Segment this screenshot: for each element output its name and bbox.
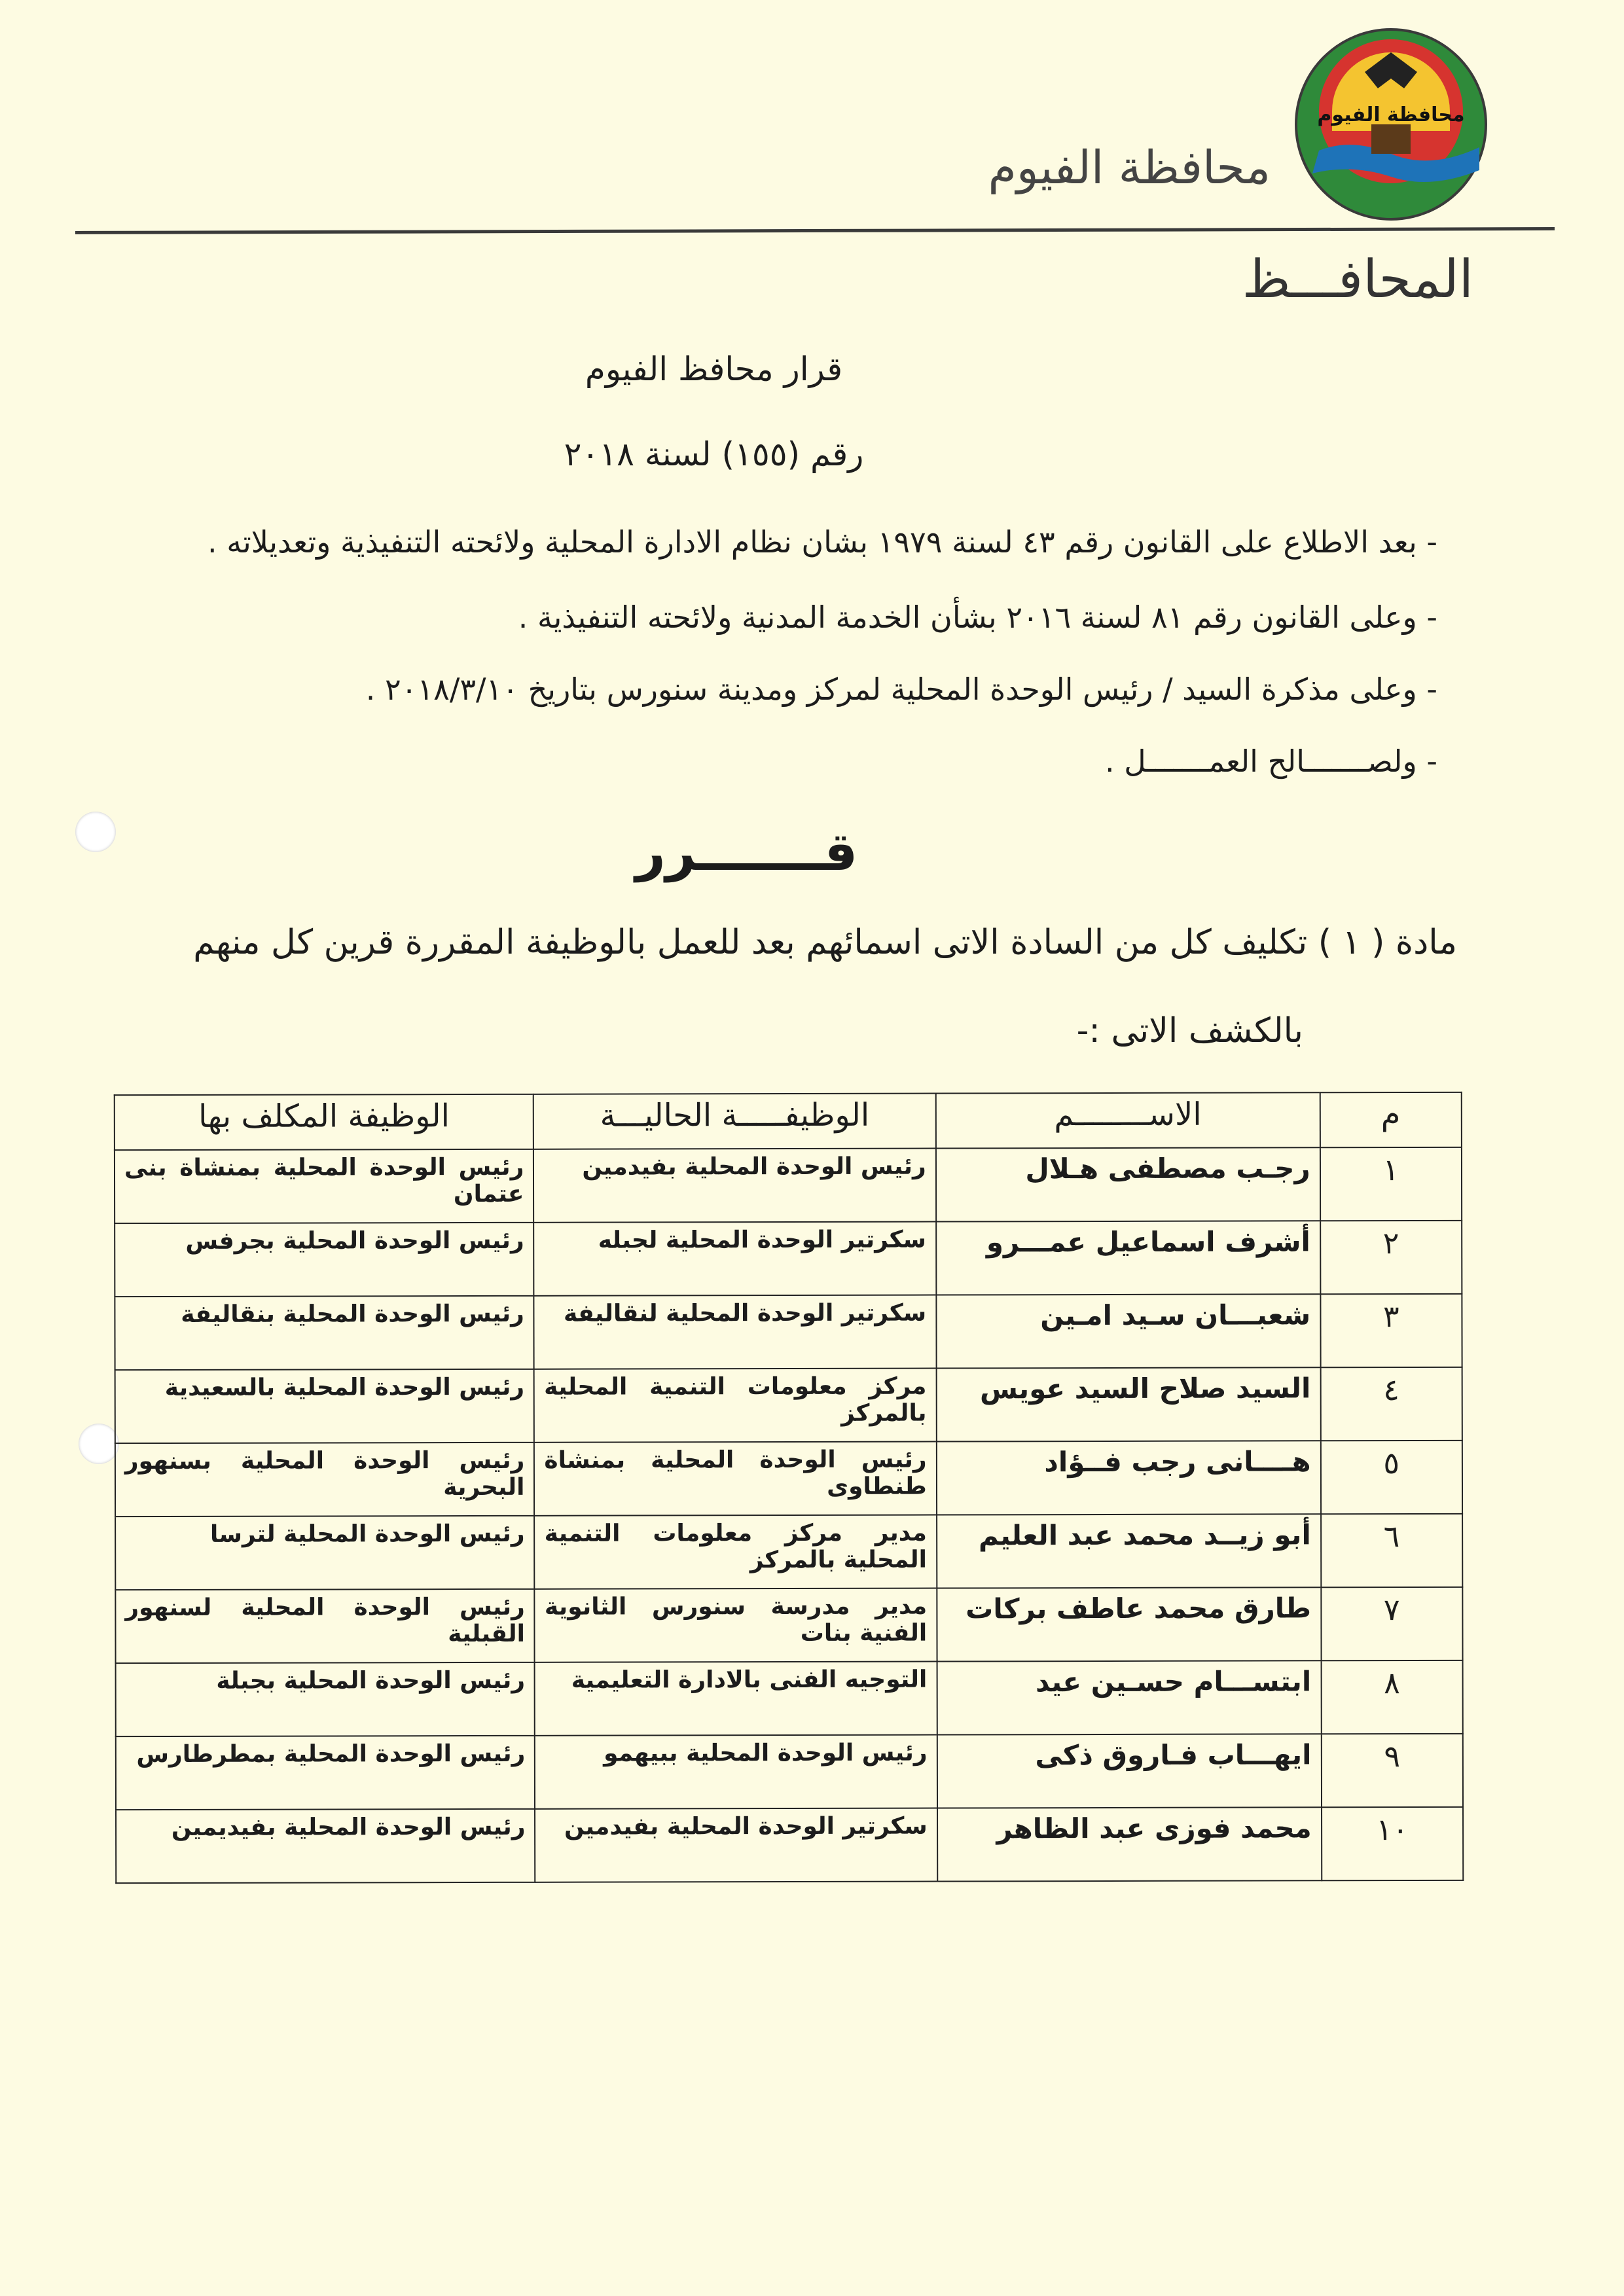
table-row: [116, 1807, 1463, 1883]
header-num: م: [1320, 1092, 1462, 1147]
table-row: [115, 1294, 1462, 1370]
row-current-job: مركز معلومات التنمية المحلية بالمركز: [534, 1369, 936, 1443]
row-num: ٨: [1321, 1660, 1463, 1734]
row-current-job: مدير مدرسة سنورس الثانوية الفنية بنات: [535, 1588, 937, 1662]
row-name: رجـب مصطفى هـلال: [936, 1147, 1320, 1221]
row-num: ٣: [1320, 1294, 1462, 1367]
table-row: [115, 1514, 1462, 1590]
table-row: [115, 1587, 1462, 1663]
decision-number: رقم (١٥٥) لسنة ٢٠١٨: [564, 435, 864, 473]
row-num: ٥: [1321, 1441, 1463, 1514]
row-name: محمد فوزى عبد الظاهر: [937, 1807, 1322, 1881]
row-name: ابتســـام حسـين عيد: [937, 1660, 1321, 1734]
governorate-name: محافظة الفيوم: [988, 141, 1271, 194]
row-current-job: رئيس الوحدة المحلية بفيدمين: [533, 1149, 935, 1223]
row-num: ٢: [1320, 1221, 1462, 1294]
row-assigned-job: رئيس الوحدة المحلية لترسا: [115, 1516, 535, 1590]
header-divider: [75, 227, 1555, 234]
punch-hole: [79, 1424, 119, 1464]
row-assigned-job: رئيس الوحدة المحلية بجبلة: [116, 1662, 535, 1736]
row-num: ١: [1320, 1147, 1462, 1221]
row-current-job: مدير مركز معلومات التنمية المحلية بالمركز: [535, 1515, 937, 1589]
row-assigned-job: رئيس الوحدة المحلية بمنشاة بنى عتمان: [115, 1149, 534, 1223]
table-header-row: [115, 1092, 1462, 1150]
row-current-job: رئيس الوحدة المحلية ببيهمو: [535, 1735, 937, 1809]
header-current-job: الوظيفـــــة الحاليـــة: [533, 1094, 935, 1149]
article-1-continuation: بالكشف الاتى :-: [1076, 1011, 1303, 1050]
row-assigned-job: رئيس الوحدة المحلية بسنهور البحرية: [115, 1443, 535, 1516]
row-assigned-job: رئيس الوحدة المحلية بنقاليفة: [115, 1296, 534, 1370]
assignment-table: [114, 1092, 1464, 1884]
row-num: ٤: [1320, 1367, 1462, 1441]
governorate-logo: [1293, 26, 1489, 223]
table-row: [115, 1147, 1462, 1223]
header-assigned-job: الوظيفة المكلف بها: [115, 1094, 534, 1150]
preamble-line: - ولصـــــــالح العمـــــــل .: [1104, 744, 1437, 779]
row-assigned-job: رئيس الوحدة المحلية بفيديمين: [116, 1809, 535, 1883]
row-current-job: سكرتير الوحدة المحلية لجبله: [534, 1222, 936, 1296]
row-current-job: سكرتير الوحدة المحلية بفيدمين: [535, 1808, 937, 1882]
row-num: ٧: [1321, 1587, 1463, 1660]
office-title: المحافـــظ: [1242, 249, 1473, 310]
row-current-job: التوجيه الفنى بالادارة التعليمية: [535, 1662, 937, 1736]
row-num: ١٠: [1322, 1807, 1464, 1880]
row-name: ايهـــاب فـاروق ذكى: [937, 1734, 1321, 1808]
decision-title: قرار محافظ الفيوم: [585, 350, 843, 388]
logo-lettering: [1317, 103, 1464, 126]
table-row: [115, 1441, 1462, 1516]
header-name: الاســــــــم: [935, 1092, 1320, 1148]
preamble-line: - وعلى مذكرة السيد / رئيس الوحدة المحلية لمركز ومدينة سنورس بتاريخ ٢٠١٨/٣/١٠ .: [365, 672, 1437, 707]
row-current-job: سكرتير الوحدة المحلية لنقاليفة: [534, 1295, 936, 1369]
row-name: هــــانى رجب فــؤاد: [937, 1441, 1321, 1515]
table-row: [115, 1221, 1462, 1297]
row-assigned-job: رئيس الوحدة المحلية بجرفس: [115, 1223, 534, 1297]
article-1-text: مادة ( ١ ) تكليف كل من السادة الاتى اسمائهم بعد للعمل بالوظيفة المقررة قرين كل منهم: [193, 923, 1457, 962]
row-name: أبو زيــد محمد عبد العليم: [937, 1514, 1321, 1588]
row-name: السيد صلاح السيد عويس: [936, 1367, 1320, 1441]
preamble-line: - بعد الاطلاع على القانون رقم ٤٣ لسنة ١٩٧٩ بشان نظام الادارة المحلية ولائحته التنفيذية وتعديلاته .: [208, 524, 1437, 560]
row-name: شعبـــان سـيد امـين: [936, 1294, 1320, 1368]
svg-text:محافظة الفيوم: محافظة الفيوم: [1317, 103, 1465, 126]
row-num: ٦: [1321, 1514, 1463, 1587]
table-row: [115, 1367, 1462, 1443]
row-assigned-job: رئيس الوحدة المحلية لسنهور القبلية: [115, 1589, 535, 1663]
row-name: طارق محمد عاطف بركات: [937, 1587, 1321, 1661]
row-name: أشرف اسماعيل عمـــرو: [936, 1221, 1320, 1295]
table-row: [116, 1734, 1463, 1810]
decree-heading: قـــــــرر: [635, 821, 858, 882]
table-row: [116, 1660, 1463, 1736]
row-assigned-job: رئيس الوحدة المحلية بمطرطارس: [116, 1736, 535, 1810]
row-assigned-job: رئيس الوحدة المحلية بالسعيدية: [115, 1369, 535, 1443]
row-num: ٩: [1321, 1734, 1463, 1807]
preamble-line: - وعلى القانون رقم ٨١ لسنة ٢٠١٦ بشأن الخدمة المدنية ولائحته التنفيذية .: [518, 600, 1437, 635]
row-current-job: رئيس الوحدة المحلية بمنشاة طنطاوى: [534, 1442, 936, 1516]
